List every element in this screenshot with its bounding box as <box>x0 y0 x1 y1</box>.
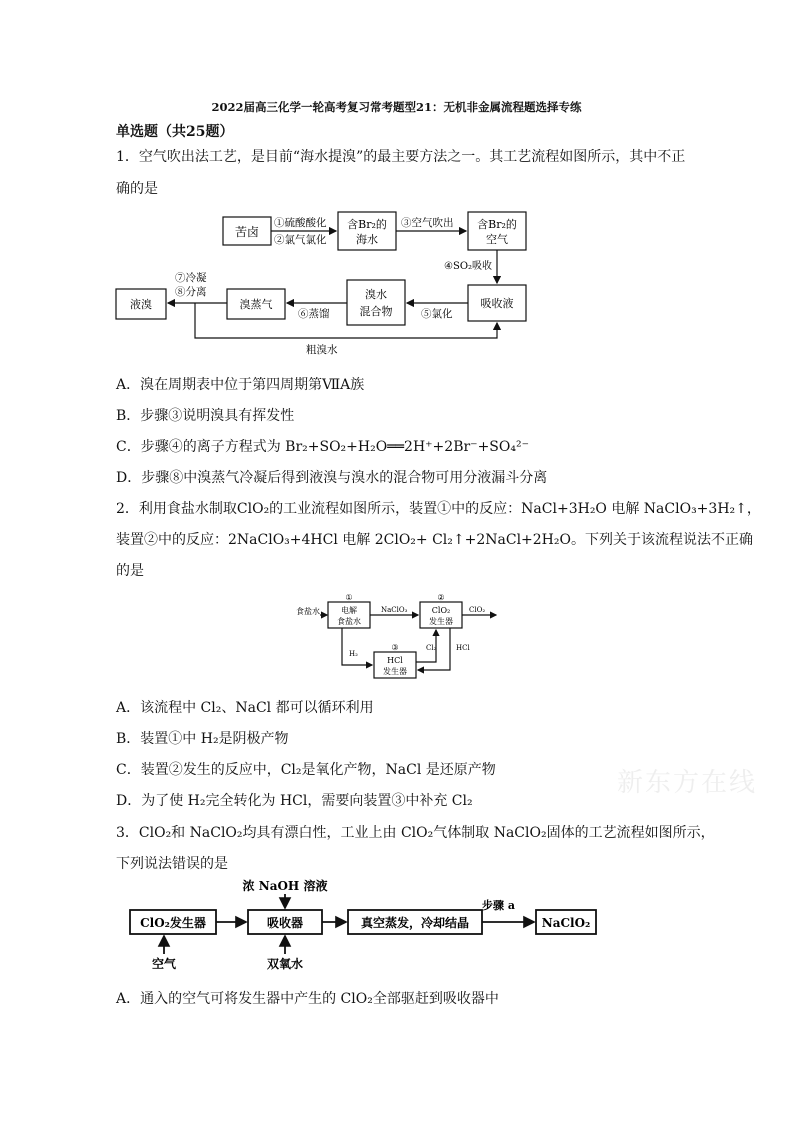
step-a-label: 步骤 a <box>482 899 515 912</box>
step5-label: ⑤氯化 <box>421 308 453 320</box>
n1-label: ① <box>345 593 353 602</box>
step4-label: ④SO₂吸收 <box>444 261 493 272</box>
q2-option-a: A．该流程中 Cl₂、NaCl 都可以循环利用 <box>116 700 374 716</box>
q2-flow-diagram <box>296 590 531 685</box>
q3-flow-diagram <box>124 876 604 974</box>
absorb-label: 吸收液 <box>480 297 514 310</box>
seawater-label-a: 含Br₂的 <box>347 218 387 231</box>
step12a-label: ①硫酸酸化 <box>274 217 327 229</box>
brine-label: 食盐水 <box>296 607 320 616</box>
q3-stem-line1: 3．ClO₂和 NaClO₂均具有漂白性，工业上由 ClO₂气体制取 NaClO₂固体的工艺流程如图所示， <box>116 825 715 841</box>
q1-option-d: D．步骤⑧中溴蒸气冷凝后得到液溴与溴水的混合物可用分液漏斗分离 <box>116 470 548 486</box>
vapor-label: 溴蒸气 <box>239 298 273 311</box>
q2-option-d: D．为了使 H₂完全转化为 HCl，需要向装置③中补充 Cl₂ <box>116 793 473 809</box>
hcl-label: HCl <box>456 644 470 652</box>
mix-label-b: 混合物 <box>359 305 393 318</box>
kulu-label: 苦卤 <box>234 225 260 239</box>
q3-stem-line2: 下列说法错误的是 <box>116 856 228 872</box>
q1-option-a: A．溴在周期表中位于第四周期第ⅦA族 <box>116 377 365 393</box>
step3-label: ③空气吹出 <box>401 217 454 229</box>
air-in-label: 空气 <box>151 957 177 971</box>
q1-stem-line1: 1．空气吹出法工艺，是目前“海水提溴”的最主要方法之一。其工艺流程如图所示，其中不正 <box>116 149 686 165</box>
air-label-b: 空气 <box>486 233 508 246</box>
q1-option-c: C．步骤④的离子方程式为 Br₂+SO₂+H₂O══2H⁺+2Br⁻+SO₄²⁻ <box>116 439 529 455</box>
naoh-label: 浓 NaOH 溶液 <box>242 879 328 893</box>
q1-flow-diagram <box>110 205 550 360</box>
product-label: NaClO₂ <box>541 916 591 930</box>
air-label-a: 含Br₂的 <box>477 218 517 231</box>
n2-label: ② <box>437 593 445 602</box>
section-heading: 单选题（共25题） <box>116 124 234 140</box>
box2a-label: ClO₂ <box>431 606 451 615</box>
box2b-label: 发生器 <box>429 617 453 626</box>
box1b-label: 食盐水 <box>337 617 361 626</box>
q1-option-b: B．步骤③说明溴具有挥发性 <box>116 408 295 424</box>
h2-label: H₂ <box>349 650 358 658</box>
q2-option-c: C．装置②发生的反应中，Cl₂是氧化产物，NaCl 是还原产物 <box>116 762 496 778</box>
step8-label: ⑧分离 <box>175 286 207 298</box>
step12b-label: ②氯气氯化 <box>274 234 327 246</box>
h2o2-label: 双氧水 <box>266 957 304 971</box>
cl2-label: Cl₂ <box>426 644 437 652</box>
watermark: 新东方在线 <box>617 768 758 798</box>
mix-label-a: 溴水 <box>365 288 387 301</box>
q2-stem-line3: 的是 <box>116 563 144 579</box>
box3a-label: HCl <box>387 656 403 665</box>
n3-label: ③ <box>391 643 399 652</box>
page-title: 2022届高三化学一轮高考复习常考题型21：无机非金属流程题选择专练 <box>211 100 582 114</box>
seawater-label-b: 海水 <box>356 233 378 246</box>
mix-box <box>347 280 405 325</box>
evaporation-label: 真空蒸发，冷却结晶 <box>360 916 470 930</box>
q2-option-b: B．装置①中 H₂是阴极产物 <box>116 731 289 747</box>
q3-option-a: A．通入的空气可将发生器中产生的 ClO₂全部驱赶到吸收器中 <box>116 991 499 1007</box>
liquid-label: 液溴 <box>130 298 152 311</box>
q1-stem-line2: 确的是 <box>116 181 158 197</box>
q2-stem-line1: 2．利用食盐水制取ClO₂的工业流程如图所示，装置①中的反应：NaCl+3H₂O 电解 NaClO₃+3H₂↑， <box>116 501 761 517</box>
box3b-label: 发生器 <box>383 667 407 676</box>
naclo3-label: NaClO₃ <box>381 606 408 614</box>
clo2-out-label: ClO₂ <box>469 606 486 614</box>
crude-label: 粗溴水 <box>306 344 338 356</box>
absorber-label: 吸收器 <box>266 916 304 930</box>
step7-label: ⑦冷凝 <box>175 272 207 284</box>
generator-label: ClO₂发生器 <box>140 916 206 930</box>
step6-label: ⑥蒸馏 <box>298 308 330 320</box>
box1a-label: 电解 <box>341 606 357 615</box>
q2-stem-line2: 装置②中的反应：2NaClO₃+4HCl 电解 2ClO₂+ Cl₂↑+2NaCl+2H₂O。下列关于该流程说法不正确 <box>116 532 753 548</box>
